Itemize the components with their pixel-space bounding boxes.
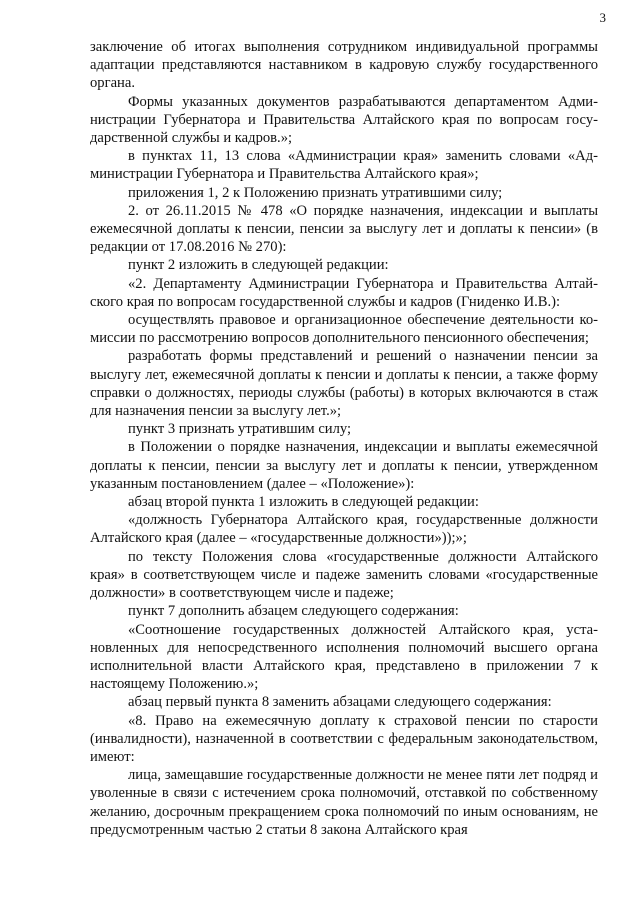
paragraph-7: «2. Департаменту Администрации Губернатора и Правительства Алтайского края по вопросам государственной службы и кадров (Гниденко И.В.):: [90, 275, 598, 310]
paragraph-15: пункт 7 дополнить абзацем следующего содержания:: [128, 603, 459, 620]
paragraph-1: заключение об итогах выполнения сотрудником индивидуальной программы адаптации представляются наставником в кадровую службу государственного органа.: [90, 39, 598, 92]
paragraph-4: приложения 1, 2 к Положению признать утратившими силу;: [128, 184, 503, 201]
paragraph-10: пункт 3 признать утратившим силу;: [128, 421, 352, 438]
paragraph-13: «должность Губернатора Алтайского края, государственные должности Алтайского края (далее – «государственные должности»));»;: [90, 512, 598, 547]
paragraph-17: абзац первый пункта 8 заменить абзацами следующего содержания:: [128, 694, 552, 711]
paragraph-18: «8. Право на ежемесячную доплату к страховой пенсии по старости (инвалидности), назначенной в соответствии с федеральным законодательством, имеют:: [90, 712, 598, 765]
paragraph-9: разработать формы представлений и решений о назначении пенсии за выслугу лет, ежемесячной доплаты к пенсии и доплаты к пенсии, а также форму справки о должностях, периоды службы (работы) в которых включаются в стаж для назначения пенсии за выслугу лет.»;: [90, 348, 598, 420]
document-body: [90, 38, 598, 839]
paragraph-3: в пунктах 11, 13 слова «Администрации края» заменить словами «Администрации Губернатора и Правительства Алтайского края»;: [90, 148, 598, 183]
paragraph-2: Формы указанных документов разрабатываются департаментом Администрации Губернатора и Правительства Алтайского края по вопросам государственной службы и кадров.»;: [90, 93, 598, 147]
page-number: 3: [599, 10, 606, 25]
paragraph-6: пункт 2 изложить в следующей редакции:: [128, 257, 389, 274]
paragraph-12: абзац второй пункта 1 изложить в следующей редакции:: [128, 494, 479, 511]
paragraph-19: лица, замещавшие государственные должности не менее пяти лет подряд и уволенные в связи с истечением срока полномочий, отставкой по собственному желанию, досрочным прекращением срока полномочий по иным основаниям, не предусмотренным частью 2 статьи 8 закона Алтайского края: [90, 767, 598, 838]
paragraph-14: по тексту Положения слова «государственные должности Алтайского края» в соответствующем числе и падеже заменить словами «государственные должности» в соответствующем числе и падеже;: [90, 548, 598, 602]
paragraph-16: «Соотношение государственных должностей Алтайского края, установленных для непосредственного исполнения полномочий высшего органа исполнительной власти Алтайского края, представлено в приложении 7 к настоящему Положению.»;: [90, 621, 598, 693]
paragraph-11: в Положении о порядке назначения, индексации и выплаты ежемесячной доплаты к пенсии, пенсии за выслугу лет и доплаты к пенсии, утвержденном указанным постановлением (далее – «Положение»):: [90, 439, 598, 492]
paragraph-5: 2. от 26.11.2015 № 478 «О порядке назначения, индексации и выплаты ежемесячной доплаты к пенсии, пенсии за выслугу лет и доплаты к пенсии» (в редакции от 17.08.2016 № 270):: [90, 202, 598, 256]
paragraph-8: осуществлять правовое и организационное обеспечение деятельности комиссии по рассмотрению вопросов дополнительного пенсионного обеспечения;: [90, 312, 598, 347]
